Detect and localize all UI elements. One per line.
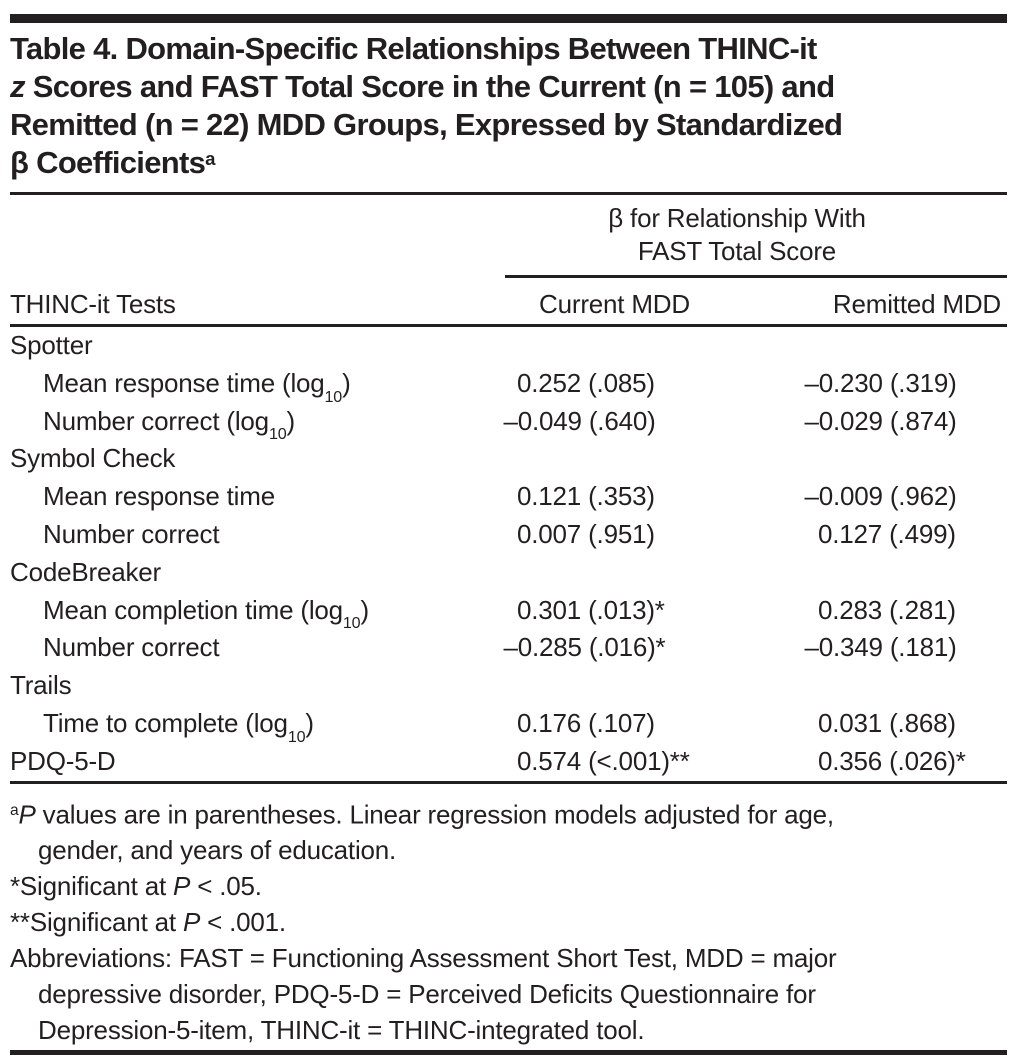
value-current [507, 327, 762, 365]
title-line-4 [10, 144, 1007, 186]
table-row-spotter-number-correct [10, 403, 1007, 444]
title-z-italic: z [10, 69, 25, 104]
value-remitted: 0.031 (.868) [818, 707, 956, 738]
value-current [507, 440, 762, 478]
table-row-pdq-5-d [10, 743, 1007, 781]
value-remitted: 0.127 (.499) [818, 518, 956, 549]
column-header-row [10, 278, 1007, 324]
row-label: Mean response time $(\log_{10})$ [43, 367, 351, 406]
table-row-group-trails [10, 667, 1007, 705]
table-row-group-codebreaker [10, 554, 1007, 592]
table-row-trails-time-to-complete [10, 705, 1007, 746]
table-body [10, 327, 1007, 781]
value-current [507, 554, 762, 592]
value-remitted [762, 440, 1005, 478]
value-remitted: –0.009 (.962) [804, 481, 957, 512]
row-label: Number correct [43, 518, 220, 549]
bottom-rule [10, 1050, 1007, 1055]
footnote-a-marker: a [10, 802, 19, 820]
value-remitted: –0.230 (.319) [804, 367, 957, 398]
spanner-line-1: β for Relationship With [608, 203, 866, 233]
value-current: 0.007 (.951) [517, 518, 655, 549]
table-row-codebreaker-completion-time [10, 592, 1007, 633]
row-label: Mean response time [43, 481, 275, 512]
value-current: 0.301 (.013)* [517, 594, 665, 625]
table-title [10, 30, 1007, 186]
table-row-spotter-mean-response [10, 365, 1007, 406]
title-line-3: Remitted (n = 22) MDD Groups, Expressed by Standardized [10, 107, 843, 142]
value-remitted: 0.356 (.026)* [818, 745, 966, 776]
footnote-significance-001: **Significant at P < .001. [10, 907, 286, 938]
table-row-symbolcheck-mean-response [10, 478, 1007, 516]
title-line-2 [10, 68, 1007, 106]
value-current: –0.049 (.640) [503, 405, 656, 436]
value-remitted [762, 554, 1005, 592]
row-label: Trails [10, 670, 72, 701]
value-remitted: –0.349 (.181) [804, 632, 957, 663]
row-label: Symbol Check [10, 443, 176, 474]
row-label: Time to complete $(\log_{10})$ [43, 707, 314, 746]
footnote-abbreviations-line-3: Depression-5-item, THINC-it = THINC-integrated tool. [38, 1015, 645, 1046]
column-header-remitted-mdd: Remitted MDD [832, 289, 1001, 319]
value-current: 0.252 (.085) [517, 367, 655, 398]
top-rule [10, 14, 1007, 23]
row-label: CodeBreaker [10, 556, 161, 587]
row-label: Spotter [10, 330, 93, 360]
row-label: Mean completion time $(\log_{10})$ [43, 594, 369, 633]
value-current: 0.574 (<.001)** [517, 745, 690, 776]
value-remitted [762, 327, 1005, 365]
footnote-a-continued: gender, and years of education. [38, 835, 397, 866]
column-header-current-mdd: Current MDD [539, 289, 690, 319]
row-label: Number correct [43, 632, 220, 663]
footnote-a: $^a$P values are in parentheses. Linear regression models adjusted for age, [10, 799, 834, 830]
value-current: 0.121 (.353) [517, 481, 655, 512]
spanner-line-2: FAST Total Score [637, 236, 837, 266]
value-remitted: 0.283 (.281) [818, 594, 956, 625]
table-row-group-spotter [10, 327, 1007, 365]
value-current [507, 667, 762, 705]
value-current: 0.176 (.107) [517, 707, 655, 738]
value-remitted [762, 667, 1005, 705]
footnotes [10, 784, 1007, 1049]
row-label: Number correct $(\log_{10})$ [43, 405, 295, 444]
table-row-group-symbol-check [10, 440, 1007, 478]
row-label: PDQ-5-D [10, 745, 116, 776]
value-current: –0.285 (.016)* [503, 632, 666, 663]
title-line-1: Table 4. Domain-Specific Relationships Between THINC-it [10, 31, 817, 66]
title-line-2-text: Scores and FAST Total Score in the Current (n = 105) and [24, 69, 835, 104]
footnote-significance-05: *Significant at P < .05. [10, 871, 262, 902]
title-line-4-text: β Coefficients [10, 145, 206, 180]
title-footnote-marker: a [205, 147, 215, 169]
column-header-tests: THINC-it Tests [10, 289, 176, 319]
footnote-abbreviations-line-1: Abbreviations: FAST = Functioning Assessment Short Test, MDD = major [10, 943, 837, 974]
table-row-codebreaker-number-correct [10, 629, 1007, 667]
table-row-symbolcheck-number-correct [10, 516, 1007, 554]
spanner-heading [507, 195, 967, 268]
value-remitted: –0.029 (.874) [804, 405, 957, 436]
footnote-abbreviations-line-2: depressive disorder, PDQ-5-D = Perceived Deficits Questionnaire for [38, 979, 816, 1010]
